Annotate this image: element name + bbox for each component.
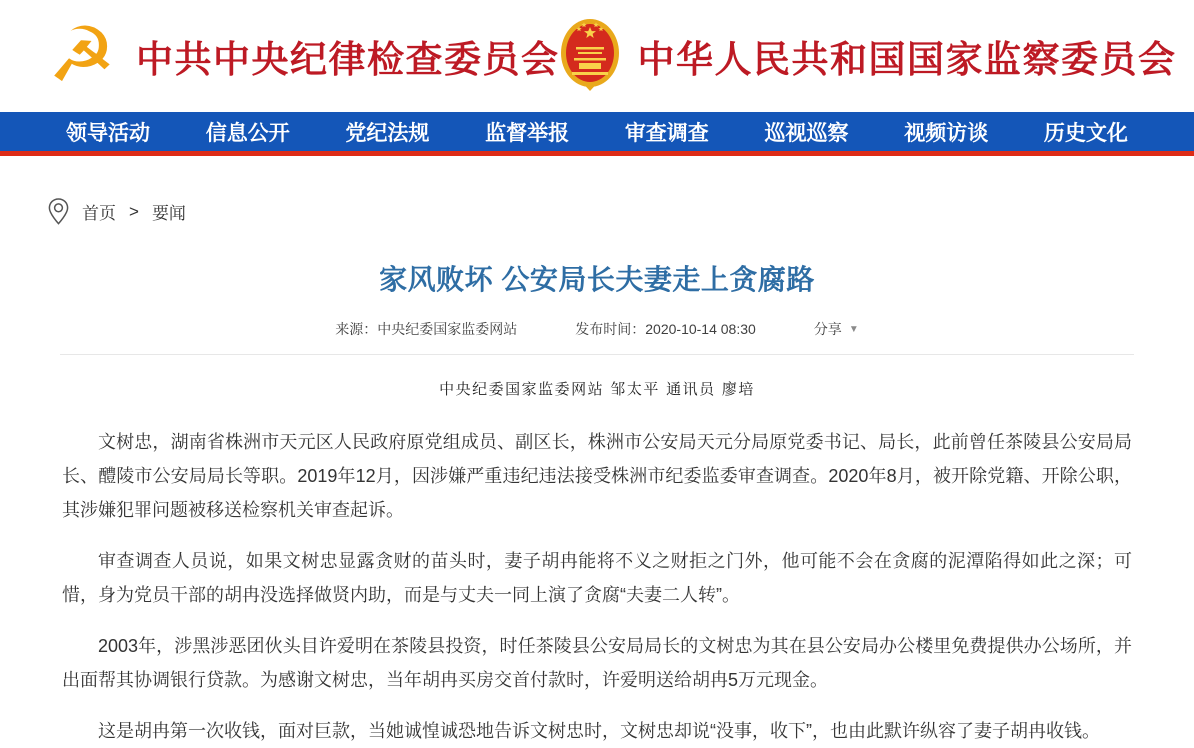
article-paragraph: 审查调查人员说，如果文树忠显露贪财的苗头时，妻子胡冉能将不义之财拒之门外，他可能不会在贪腐的泥潭陷得如此之深；可惜，身为党员干部的胡冉没选择做贤内助，而是与丈夫一同上演了贪腐“夫妻二人转”。: [62, 551, 1132, 605]
chevron-down-icon: ▼: [848, 323, 859, 335]
nav-item-leader-activities[interactable]: 领导活动: [66, 121, 150, 145]
breadcrumb-section-link[interactable]: 要闻: [151, 204, 186, 223]
nsc-org-title: 中华人民共和国国家监察委员会: [637, 39, 1177, 80]
breadcrumb-home-link[interactable]: 首页: [82, 204, 116, 223]
party-emblem-icon: ☭: [47, 13, 117, 98]
nav-item-investigation[interactable]: 审查调查: [624, 121, 709, 145]
share-button[interactable]: [814, 319, 859, 339]
ccdi-logo-link[interactable]: [46, 13, 560, 98]
nsc-logo-link[interactable]: [560, 17, 1177, 95]
article-paragraph: 这是胡冉第一次收钱，面对巨款，当她诚惶诚恐地告诉文树忠时，文树忠却说“没事，收下”，也由此默许纵容了妻子胡冉收钱。: [98, 721, 1100, 741]
nav-item-supervision-report[interactable]: 监督举报: [485, 121, 570, 145]
article-meta: [0, 319, 1194, 339]
nav-item-info-disclosure[interactable]: 信息公开: [205, 121, 290, 145]
article-body: [0, 425, 1194, 748]
article-byline: 中央纪委国家监委网站 邹太平 通讯员 廖培: [439, 380, 755, 398]
article-paragraph: 文树忠，湖南省株洲市天元区人民政府原党组成员、副区长，株洲市公安局天元分局原党委书记、局长，此前曾任茶陵县公安局局长、醴陵市公安局局长等职。2019年12月，因涉嫌严重违纪违法接受株洲市纪委监委审查调查。2020年8月，被开除党籍、开除公职，其涉嫌犯罪问题被移送检察机关审查起诉。: [62, 432, 1132, 520]
nav-item-history-culture[interactable]: 历史文化: [1043, 121, 1128, 145]
share-label: 分享: [813, 321, 842, 337]
article-publish-time: 发布时间：2020-10-14 08:30: [575, 321, 756, 337]
ccdi-org-title: 中共中央纪律检查委员会: [136, 39, 560, 80]
breadcrumb-separator: >: [129, 201, 139, 221]
breadcrumb: [0, 156, 1194, 225]
article-source: 来源：中央纪委国家监委网站: [335, 321, 518, 337]
nav-item-inspection-tours[interactable]: 巡视巡察: [764, 121, 849, 145]
location-pin-icon: [48, 198, 69, 225]
article-title: 家风败坏 公安局长夫妻走上贪腐路: [379, 264, 815, 295]
site-header: [0, 0, 1194, 112]
article-paragraph: 2003年，涉黑涉恶团伙头目许爱明在茶陵县投资，时任茶陵县公安局局长的文树忠为其在县公安局办公楼里免费提供办公场所，并出面帮其协调银行贷款。为感谢文树忠，当年胡冉买房交首付款时，许爱明送给胡冉5万元现金。: [62, 636, 1132, 690]
nav-item-party-discipline-rules[interactable]: 党纪法规: [345, 121, 430, 145]
main-nav: [0, 112, 1194, 156]
national-emblem-icon: [560, 17, 620, 95]
meta-divider: [60, 354, 1134, 355]
nav-item-video-interviews[interactable]: 视频访谈: [904, 121, 989, 145]
